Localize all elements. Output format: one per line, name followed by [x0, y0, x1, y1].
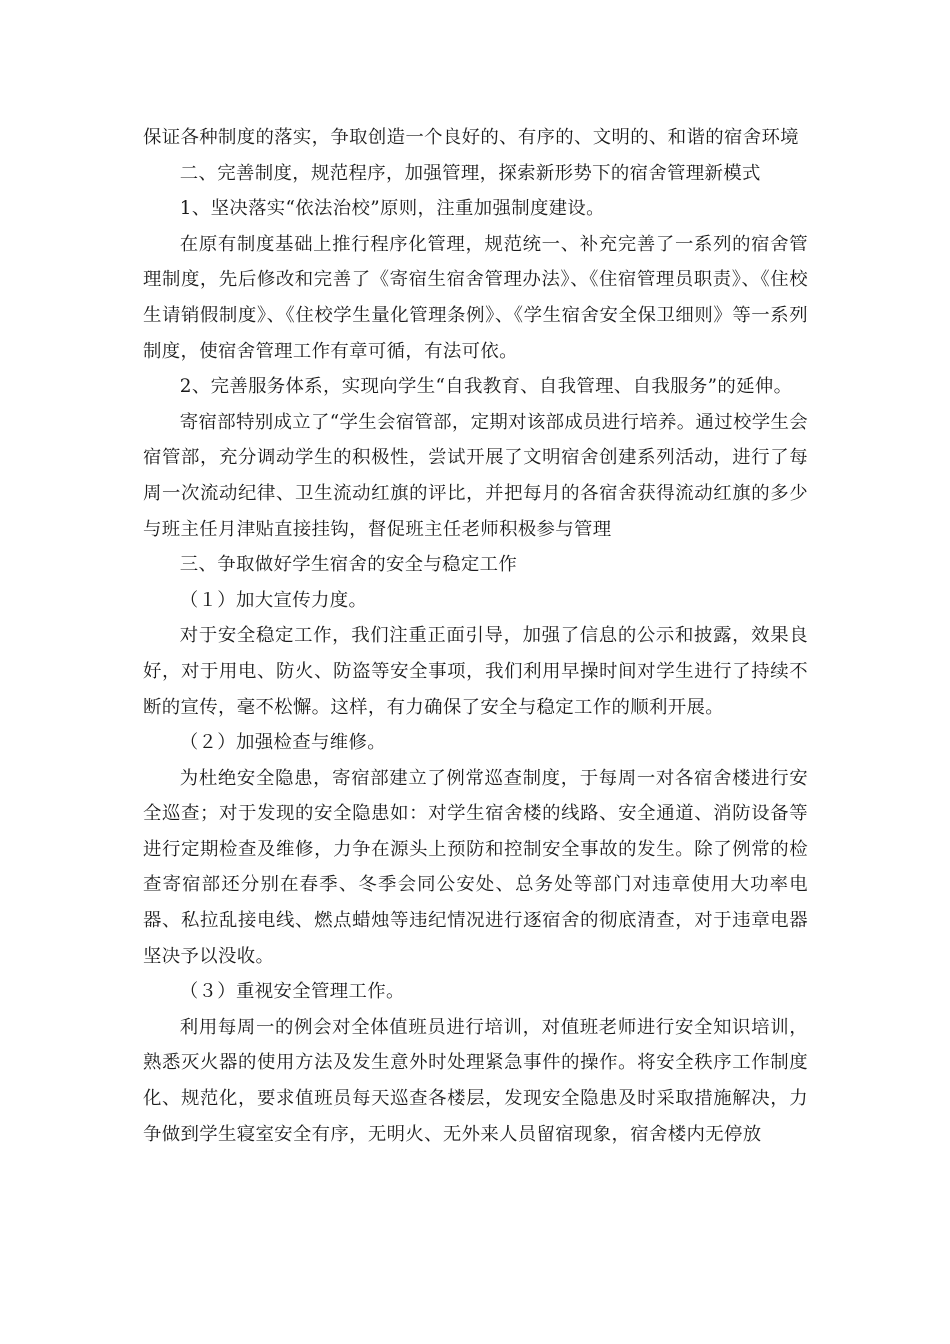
paragraph: 在原有制度基础上推行程序化管理，规范统一、补充完善了一系列的宿舍管理制度，先后修改和完善了《寄宿生宿舍管理办法》、《住宿管理员职责》、《住校生请销假制度》、《住校学生量化管理条例》、《学生宿舍安全保卫细则》等一系列制度，使宿舍管理工作有章可循，有法可依。 — [143, 233, 808, 362]
subheading-item-1: （１）加大宣传力度。 — [179, 589, 368, 611]
paragraph: 对于安全稳定工作，我们注重正面引导，加强了信息的公示和披露，效果良好，对于用电、防火、防盗等安全事项，我们利用早操时间对学生进行了持续不断的宣传，毫不松懈。这样，有力确保了安全与稳定工作的顺利开展。 — [143, 625, 808, 718]
subheading-item-3: （３）重视安全管理工作。 — [179, 981, 405, 1003]
subheading-item-2: （２）加强检查与维修。 — [179, 732, 386, 754]
document-body — [143, 120, 808, 1152]
section-heading-3: 三、争取做好学生宿舍的安全与稳定工作 — [179, 554, 518, 576]
paragraph: 寄宿部特别成立了“学生会宿管部，定期对该部成员进行培养。通过校学生会宿管部，充分调动学生的积极性，尝试开展了文明宿舍创建系列活动，进行了每周一次流动纪律、卫生流动红旗的评比，并把每月的各宿舍获得流动红旗的多少与班主任月津贴直接挂钩，督促班主任老师积极参与管理 — [143, 411, 808, 540]
section-heading-2: 二、完善制度，规范程序，加强管理，探索新形势下的宿舍管理新模式 — [179, 162, 761, 184]
paragraph: 利用每周一的例会对全体值班员进行培训，对值班老师进行安全知识培训，熟悉灭火器的使用方法及发生意外时处理紧急事件的操作。将安全秩序工作制度化、规范化，要求值班员每天巡查各楼层，发现安全隐患及时采取措施解决，力争做到学生寝室安全有序，无明火、无外来人员留宿现象，宿舍楼内无停放 — [143, 1016, 808, 1145]
paragraph: 保证各种制度的落实，争取创造一个良好的、有序的、文明的、和谐的宿舍环境 — [143, 127, 799, 148]
subheading-2: 2、完善服务体系，实现向学生“自我教育、自我管理、自我服务”的延伸。 — [179, 376, 793, 398]
subheading-1: 1、坚决落实“依法治校”原则，注重加强制度建设。 — [179, 198, 605, 220]
paragraph: 为杜绝安全隐患，寄宿部建立了例常巡查制度，于每周一对各宿舍楼进行安全巡查；对于发现的安全隐患如：对学生宿舍楼的线路、安全通道、消防设备等进行定期检查及维修，力争在源头上预防和控制安全事故的发生。除了例常的检查寄宿部还分别在春季、冬季会同公安处、总务处等部门对违章使用大功率电器、私拉乱接电线、燃点蜡烛等违纪情况进行逐宿舍的彻底清查，对于违章电器坚决予以没收。 — [143, 767, 808, 967]
